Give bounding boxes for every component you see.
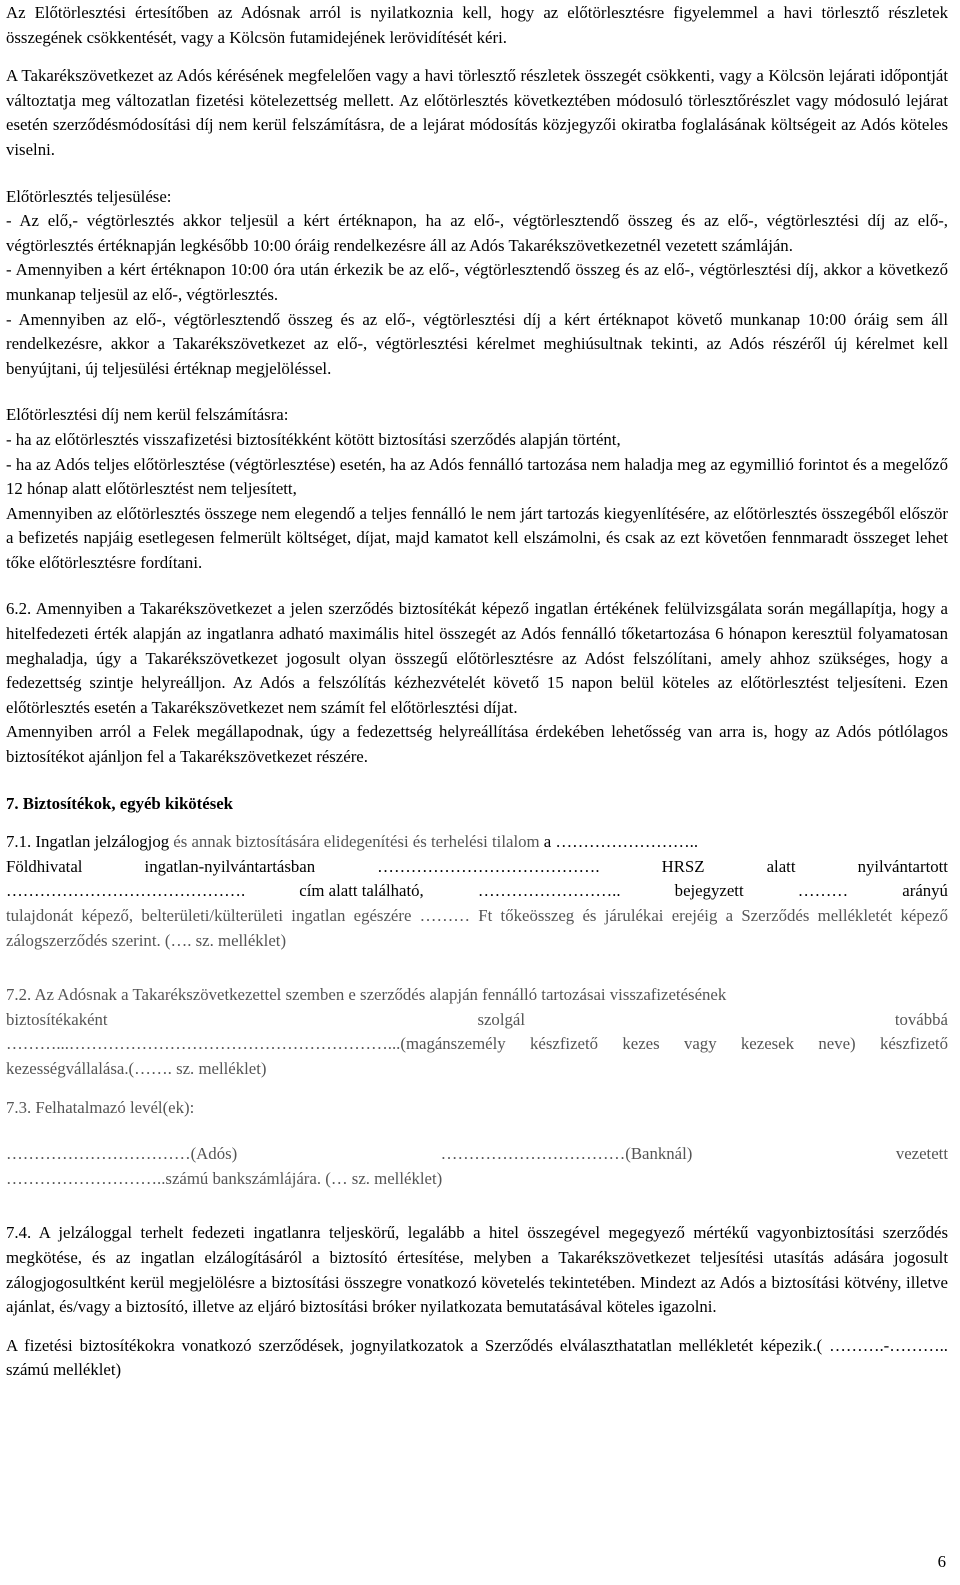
list-item: - Az elő,- végtörlesztés akkor teljesül a kért értéknapon, ha az elő-, végtörlesztendő összeg és az elő-, végtörlesztési díj az elő-, végtörlesztés értéknapján legkésőbb 10:00 óráig rendelkezésre áll az Adós Takarékszövetkezetnél vezetett számláján. [6, 211, 948, 255]
text-segment: ……………………………………. [6, 881, 246, 901]
text-segment: cím alatt található, [299, 881, 424, 901]
text-segment: Földhivatal [6, 856, 83, 876]
paragraph-6-2: 6.2. Amennyiben a Takarékszövetkezet a jelen szerződés biztosítékát képező ingatlan értékének felülvizsgálata során megállapítja, hogy a hitelfedezeti érték alapján az ingatlanra adható maximális hitel összegét az Adós fennálló tőketartozása 6 hónapon keresztül folyamatosan meghaladja, úgy a Takarékszövetkezet jogosult olyan összegű előtörlesztésre az Adóst felszólítani, amely ahhoz szükséges, hogy a fedezettség szintje helyreálljon. Az Adós a felszólítás kézhezvételét követő 15 napon belül köteles az előtörlesztést teljesíteni. Ezen előtörlesztés esetén a Takarékszövetkezet nem számít fel előtörlesztési díjat. [6, 599, 948, 717]
clause-7-1-line-2 [6, 855, 948, 880]
clause-7-3-line-1 [6, 1142, 948, 1167]
list-item: - Amennyiben az elő-, végtörlesztendő összeg és az elő-, végtörlesztési díj a kért értéknapot követő munkanap 10:00 óráig sem áll rendelkezésre, akkor a Takarékszövetkezet az elő-, végtörlesztési kérelmet meghiúsultnak tekinti, az Adós részéről új kérelmet kell benyújtani, új teljesülési értéknap megjelöléssel. [6, 309, 948, 378]
clause-7-1-gray-text: és annak biztosítására elidegenítési és terhelési tilalom [173, 832, 540, 852]
clause-7-2-line-2 [6, 1008, 948, 1033]
paragraph-installment-change: A Takarékszövetkezet az Adós kérésének megfelelően vagy a havi törlesztő részletek összegét csökkenti, vagy a Kölcsön lejárati időpontját változtatja meg változatlan fizetési kötelezettség mellett. Az előtörlesztés következtében módosuló törlesztőrészlet vagy módosuló lejárat esetén szerződésmódosítási díj nem kerül felszámításra, de a lejárat módosítás közjegyzői okiratba foglalásának költségeit az Adós köteles viselni. [6, 66, 948, 159]
paragraph-6-2-additional: Amennyiben arról a Felek megállapodnak, úgy a fedezettség helyreállítása érdekében lehetősség van arra is, hogy az Adós pótlólagos biztosítékot ajánljon fel a Takarékszövetkezet részére. [6, 722, 948, 767]
text-segment: bejegyzett [674, 881, 744, 901]
clause-7-1-rest: tulajdonát képező, belterületi/külterületi ingatlan egészére ……… Ft tőkeösszeg és járulékai erejéig a Szerződés mellékletét képező zálogszerződés szerint. (…. sz. melléklet) [6, 906, 948, 950]
section-7-title: 7. Biztosítékok, egyéb kikötések [6, 793, 234, 813]
clause-7-2 [6, 983, 948, 1081]
text-segment: továbbá [894, 1009, 948, 1029]
clause-7-4: 7.4. A jelzáloggal terhelt fedezeti ingatlanra teljeskörű, legalább a hitel összegével megegyező mértékű vagyonbiztosítási szerződés megkötése, és az ingatlan elzálogításáról a biztosító értesítése, melyben a Takarékszövetkezet teljesítési utasítás adására jogosult zálogjogosultként kerül megjelölésre a biztosítási összegre vonatkozó követelés tekintetében. Mindezt az Adós a biztosítási kötvény, illetve ajánlat, és/vagy a biztosító, illetve az eljáró biztosítási bróker nyilatkozata bemutatásával köteles igazolni. [6, 1223, 948, 1317]
paragraph-insufficient-amount: Amennyiben az előtörlesztés összege nem elegendő a teljes fennálló le nem járt tartozás kiegyenlítésére, az előtörlesztés összegéből először a befizetés napjáig esetlegesen felmerült költséget, díjat, majd kamatot kell elszámolni, és csak az ezt követően fennmaradt összeget lehet tőke előtörlesztésre fordítani. [6, 503, 948, 572]
text-segment: ……… [797, 881, 849, 901]
clause-7-2-line-3: ………...…………………………………………………...(magánszemély készfizető kezes vagy kezesek neve) készfizető kezességvállalása.(……. sz. melléklet) [6, 1034, 948, 1078]
text-segment: ingatlan-nyilvántartásban [144, 856, 316, 876]
text-segment: biztosítékaként [6, 1009, 108, 1029]
clause-7-3 [6, 1096, 948, 1192]
clause-7-3-line-2: ………………………..számú bankszámlájára. (… sz. melléklet) [6, 1168, 443, 1188]
clause-7-3-heading: 7.3. Felhatalmazó levél(ek): [6, 1097, 195, 1117]
text-segment: ……………………………(Banknál) [440, 1144, 693, 1164]
heading-prepayment-fee-exemption: Előtörlesztési díj nem kerül felszámításra: [6, 405, 289, 425]
text-segment: nyilvántartott [857, 856, 948, 876]
clause-7-1 [6, 830, 948, 953]
text-segment: arányú [902, 881, 948, 901]
clause-7-1-text: 7.1. Ingatlan jelzálogjog [6, 832, 174, 852]
text-segment: vezetett [895, 1144, 948, 1164]
clause-7-2-line-1: 7.2. Az Adósnak a Takarékszövetkezettel szemben e szerződés alapján fennálló tartozásai visszafizetésének [6, 985, 727, 1005]
clause-7-1-line-3 [6, 879, 948, 904]
text-segment: …………………………………. [377, 856, 600, 876]
paragraph-annex-reference: A fizetési biztosítékokra vonatkozó szerződések, jognyilatkozatok a Szerződés elválaszthatatlan mellékletét képezik.( ……….-……….. számú melléklet) [6, 1335, 948, 1380]
document-page [6, 1, 948, 1383]
text-segment: ……………………………(Adós) [6, 1144, 238, 1164]
page-number: 6 [937, 1552, 946, 1571]
text-segment: szolgál [477, 1009, 525, 1029]
clause-7-1-dots: a …………………….. [539, 832, 699, 852]
heading-prepayment-fulfilment: Előtörlesztés teljesülése: [6, 186, 172, 206]
paragraph-prepayment-notice: Az Előtörlesztési értesítőben az Adósnak arról is nyilatkoznia kell, hogy az előtörlesztésre figyelemmel a havi törlesztő részletek összegének csökkentését, vagy a Kölcsön futamidejének lerövidítését kéri. [6, 3, 948, 47]
text-segment: alatt [766, 856, 796, 876]
list-item: - Amennyiben a kért értéknapon 10:00 óra után érkezik be az elő-, végtörlesztendő összeg és az elő-, végtörlesztési díj, akkor a következő munkanap teljesül az elő-, végtörlesztés. [6, 260, 948, 304]
list-item: - ha az előtörlesztés visszafizetési biztosítékként kötött biztosítási szerződés alapján történt, [6, 429, 621, 449]
clause-7-1-line-1 [6, 830, 948, 855]
text-segment: …………………….. [477, 881, 621, 901]
list-item: - ha az Adós teljes előtörlesztése (végtörlesztése) esetén, ha az Adós fennálló tartozása nem haladja meg az egymillió forintot és a megelőző 12 hónap alatt előtörlesztést nem teljesített, [6, 454, 948, 499]
text-segment: HRSZ [661, 856, 705, 876]
